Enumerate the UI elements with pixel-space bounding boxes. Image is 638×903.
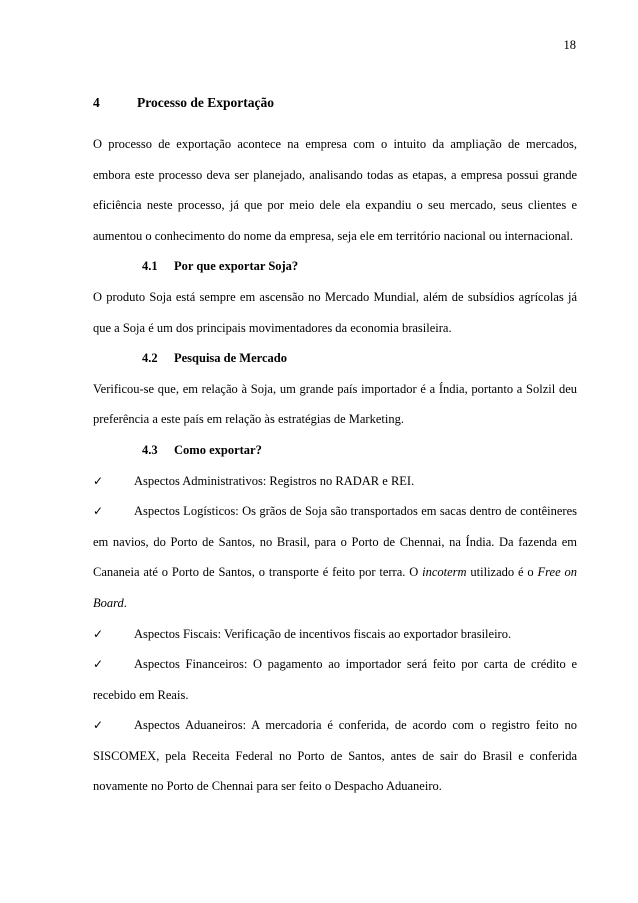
document-body xyxy=(93,93,577,802)
subsection-heading-4-3 xyxy=(93,435,577,466)
subsection-number: 4.3 xyxy=(142,442,158,457)
check-mark-icon: ✓ xyxy=(93,504,104,519)
page-number: 18 xyxy=(563,38,576,52)
section-number: 4 xyxy=(93,95,100,110)
list-item-fiscais xyxy=(93,619,577,650)
list-item-text: . xyxy=(123,595,127,610)
list-item-text: Aspectos Fiscais: Verificação de incentivos fiscais ao exportador brasileiro. xyxy=(134,626,512,641)
check-mark-icon: ✓ xyxy=(93,718,104,733)
list-item-text: utilizado é o xyxy=(466,565,538,580)
paragraph-4-2: Verificou-se que, em relação à Soja, um grande país importador é a Índia, portanto a Solzil deu preferência a este país em relação às estratégias de Marketing. xyxy=(93,381,577,427)
list-item-text: Aspectos Aduaneiros: A mercadoria é conferida, de acordo com o registro feito no SISCOMEX, pela Receita Federal no Porto de Santos, antes de sair do Brasil e conferida novamente no Porto de Chennai para ser feito o Despacho Aduaneiro. xyxy=(93,718,577,794)
list-item-text: Aspectos Logísticos: Os grãos de Soja são transportados em sacas dentro de contêineres em navios, do Porto de Santos, no Brasil, para o Porto de Chennai, na Índia. Da fazenda em Cananeia até o Porto de Santos, o transporte é feito por terra. O xyxy=(93,504,577,580)
list-item-text: Aspectos Administrativos: Registros no RADAR e REI. xyxy=(134,473,415,488)
section-title: Processo de Exportação xyxy=(137,95,274,110)
list-item-logisticos xyxy=(93,496,577,618)
subsection-heading-4-1 xyxy=(93,251,577,282)
list-item-aduaneiros xyxy=(93,710,577,802)
subsection-title: Como exportar? xyxy=(174,442,262,457)
subsection-heading-4-2 xyxy=(93,343,577,374)
list-item-financeiros xyxy=(93,649,577,710)
subsection-number: 4.1 xyxy=(142,259,158,274)
paragraph-4-1: O produto Soja está sempre em ascensão no Mercado Mundial, além de subsídios agrícolas já que a Soja é um dos principais movimentadores da economia brasileira. xyxy=(93,289,577,335)
check-mark-icon: ✓ xyxy=(93,657,104,672)
intro-paragraph: O processo de exportação acontece na empresa com o intuito da ampliação de mercados, embora este processo deva ser planejado, analisando todas as etapas, a empresa possui grande eficiência neste processo, já que por meio dele ela expandiu o seu mercado, seus clientes e aumentou o conhecimento do nome da empresa, seja ele em território nacional ou internacional. xyxy=(93,137,577,243)
subsection-number: 4.2 xyxy=(142,351,158,366)
check-mark-icon: ✓ xyxy=(93,626,104,641)
subsection-title: Por que exportar Soja? xyxy=(174,259,299,274)
check-mark-icon: ✓ xyxy=(93,473,104,488)
list-item-text: Aspectos Financeiros: O pagamento ao importador será feito por carta de crédito e recebido em Reais. xyxy=(93,657,577,702)
fob-term: Free on Board xyxy=(93,565,577,610)
subsection-title: Pesquisa de Mercado xyxy=(174,351,287,366)
section-heading xyxy=(93,93,577,113)
list-item-administrativos xyxy=(93,466,577,497)
incoterm-term: incoterm xyxy=(422,565,467,580)
